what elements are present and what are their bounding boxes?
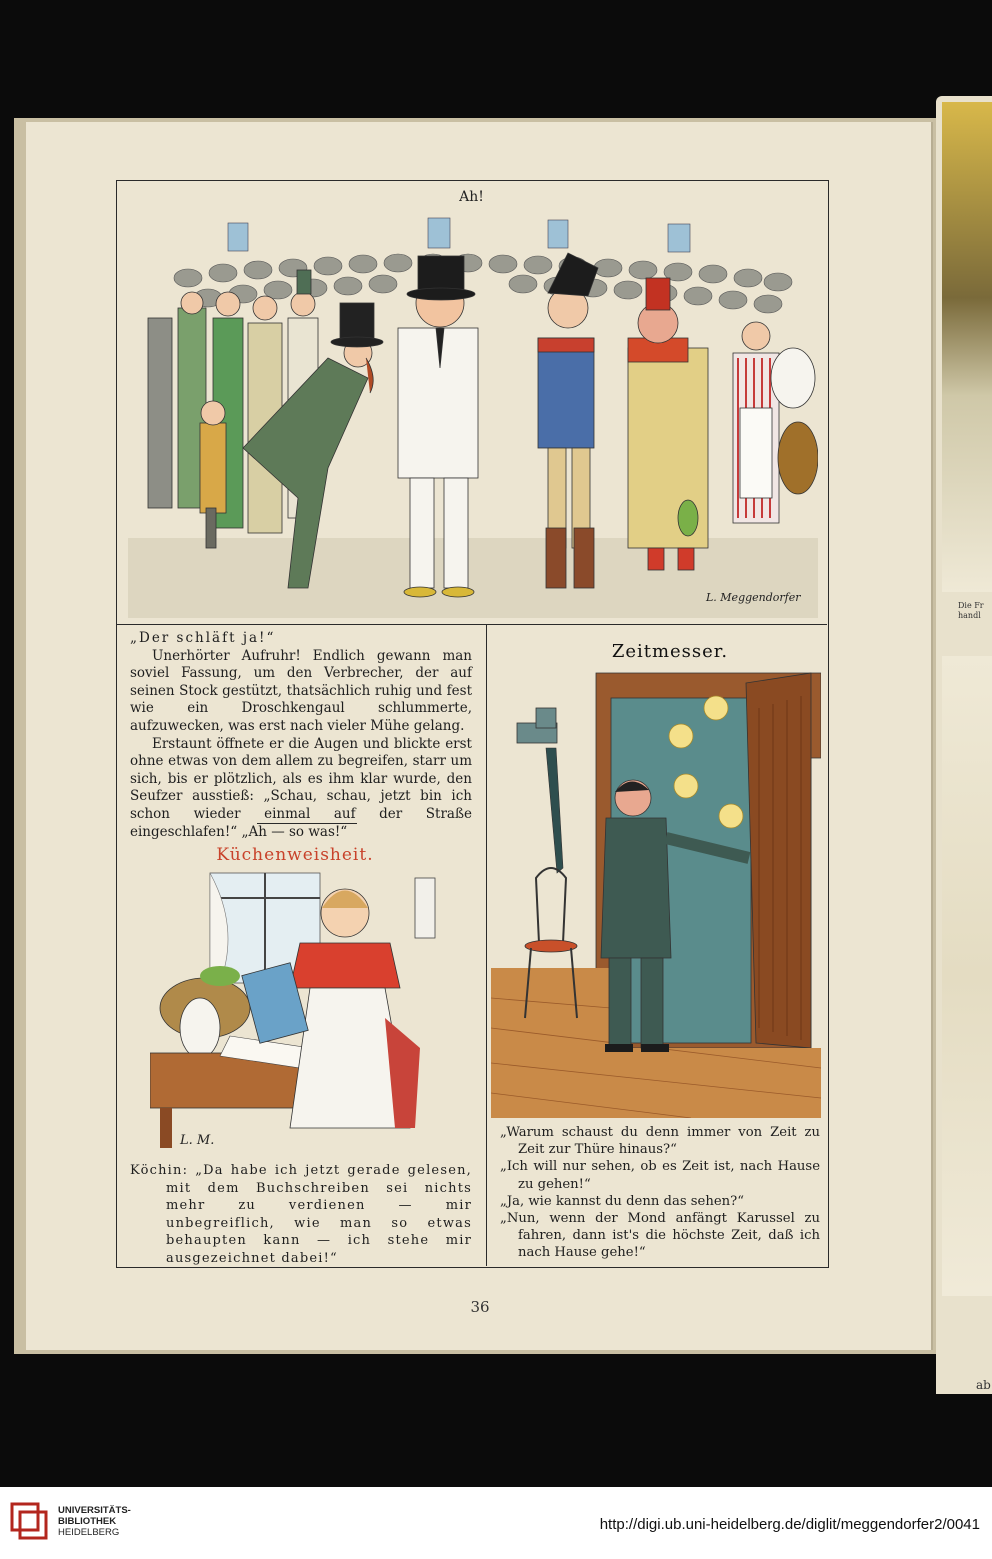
page-number: 36 xyxy=(470,1298,490,1316)
story2-title: Küchenweisheit. xyxy=(216,845,374,865)
adjacent-illustration xyxy=(942,102,992,592)
story-separator xyxy=(257,823,357,824)
adjacent-page xyxy=(936,96,992,1394)
crowd-signature: L. Meggendorfer xyxy=(706,591,801,604)
source-url-link[interactable]: http://digi.ub.uni-heidelberg.de/diglit/meggendorfer2/0041 xyxy=(599,1516,980,1533)
story2-text xyxy=(130,1162,472,1268)
adjacent-illustration-lower xyxy=(942,656,992,1296)
story3-title: Zeitmesser. xyxy=(611,641,729,662)
library-logo-icon xyxy=(10,1500,52,1544)
logo-line-1: UNIVERSITÄTS- xyxy=(58,1505,131,1516)
story3-line-4: „Nun, wenn der Mond anfängt Karussel zu fahren, dann ist's die höchste Zeit, daß ich nach Hause gehe!“ xyxy=(500,1211,820,1261)
story1-line-1: „Der schläft ja!“ xyxy=(130,630,276,646)
story3-line-3: „Ja, wie kannst du denn das sehen?“ xyxy=(500,1193,744,1209)
story1-line-2: Unerhörter Aufruhr! Endlich gewann man soviel Fassung, um den Verbrecher, der auf seinen Stock gestützt, thatsächlich ruhig und fest wie ein Droschkengaul schlummerte, aufzuwecken, was erst nach vieler Mühe gelang. xyxy=(130,647,472,734)
rule-top xyxy=(116,624,827,625)
story2-quote: „Da habe ich jetzt gerade gelesen, mit dem Buchschreiben sei nichts mehr zu verdienen — mir unbegreiflich, wie man so etwas behaupten kann — ich stehe mir ausgezeichnet dabei!“ xyxy=(166,1163,472,1266)
kitchen-illustration xyxy=(150,868,450,1158)
story3-line-2: „Ich will nur sehen, ob es Zeit ist, nach Hause zu gehen!“ xyxy=(500,1159,820,1192)
door-illustration xyxy=(491,668,821,1118)
logo-line-2: BIBLIOTHEK xyxy=(58,1516,117,1527)
library-name xyxy=(58,1505,131,1538)
adjacent-caption: Die Fr handl xyxy=(958,601,984,620)
adjacent-text-fragment: ab xyxy=(976,1378,991,1392)
kitchen-signature: L. M. xyxy=(180,1133,215,1148)
story2-speaker: Köchin: xyxy=(130,1163,189,1178)
story1-line-3: Erstaunt öffnete er die Augen und blickte erst ohne etwas von dem allem zu begreifen, starr um sich, bis er plötzlich, als es ihm klar wurde, den Seufzer ausstieß: „Schau, schau, jetzt bin ich schon wieder einmal auf der Straße eingeschlafen!“ „Ah — so was!“ xyxy=(130,735,472,840)
crowd-illustration xyxy=(128,208,818,618)
story1-text xyxy=(130,630,472,841)
story3-text xyxy=(500,1124,820,1262)
page-title: Ah! xyxy=(459,189,484,205)
story3-line-1: „Warum schaust du denn immer von Zeit zu Zeit zur Thüre hinaus?“ xyxy=(500,1125,820,1158)
rule-vertical xyxy=(486,624,487,1266)
logo-line-3: HEIDELBERG xyxy=(58,1527,120,1538)
